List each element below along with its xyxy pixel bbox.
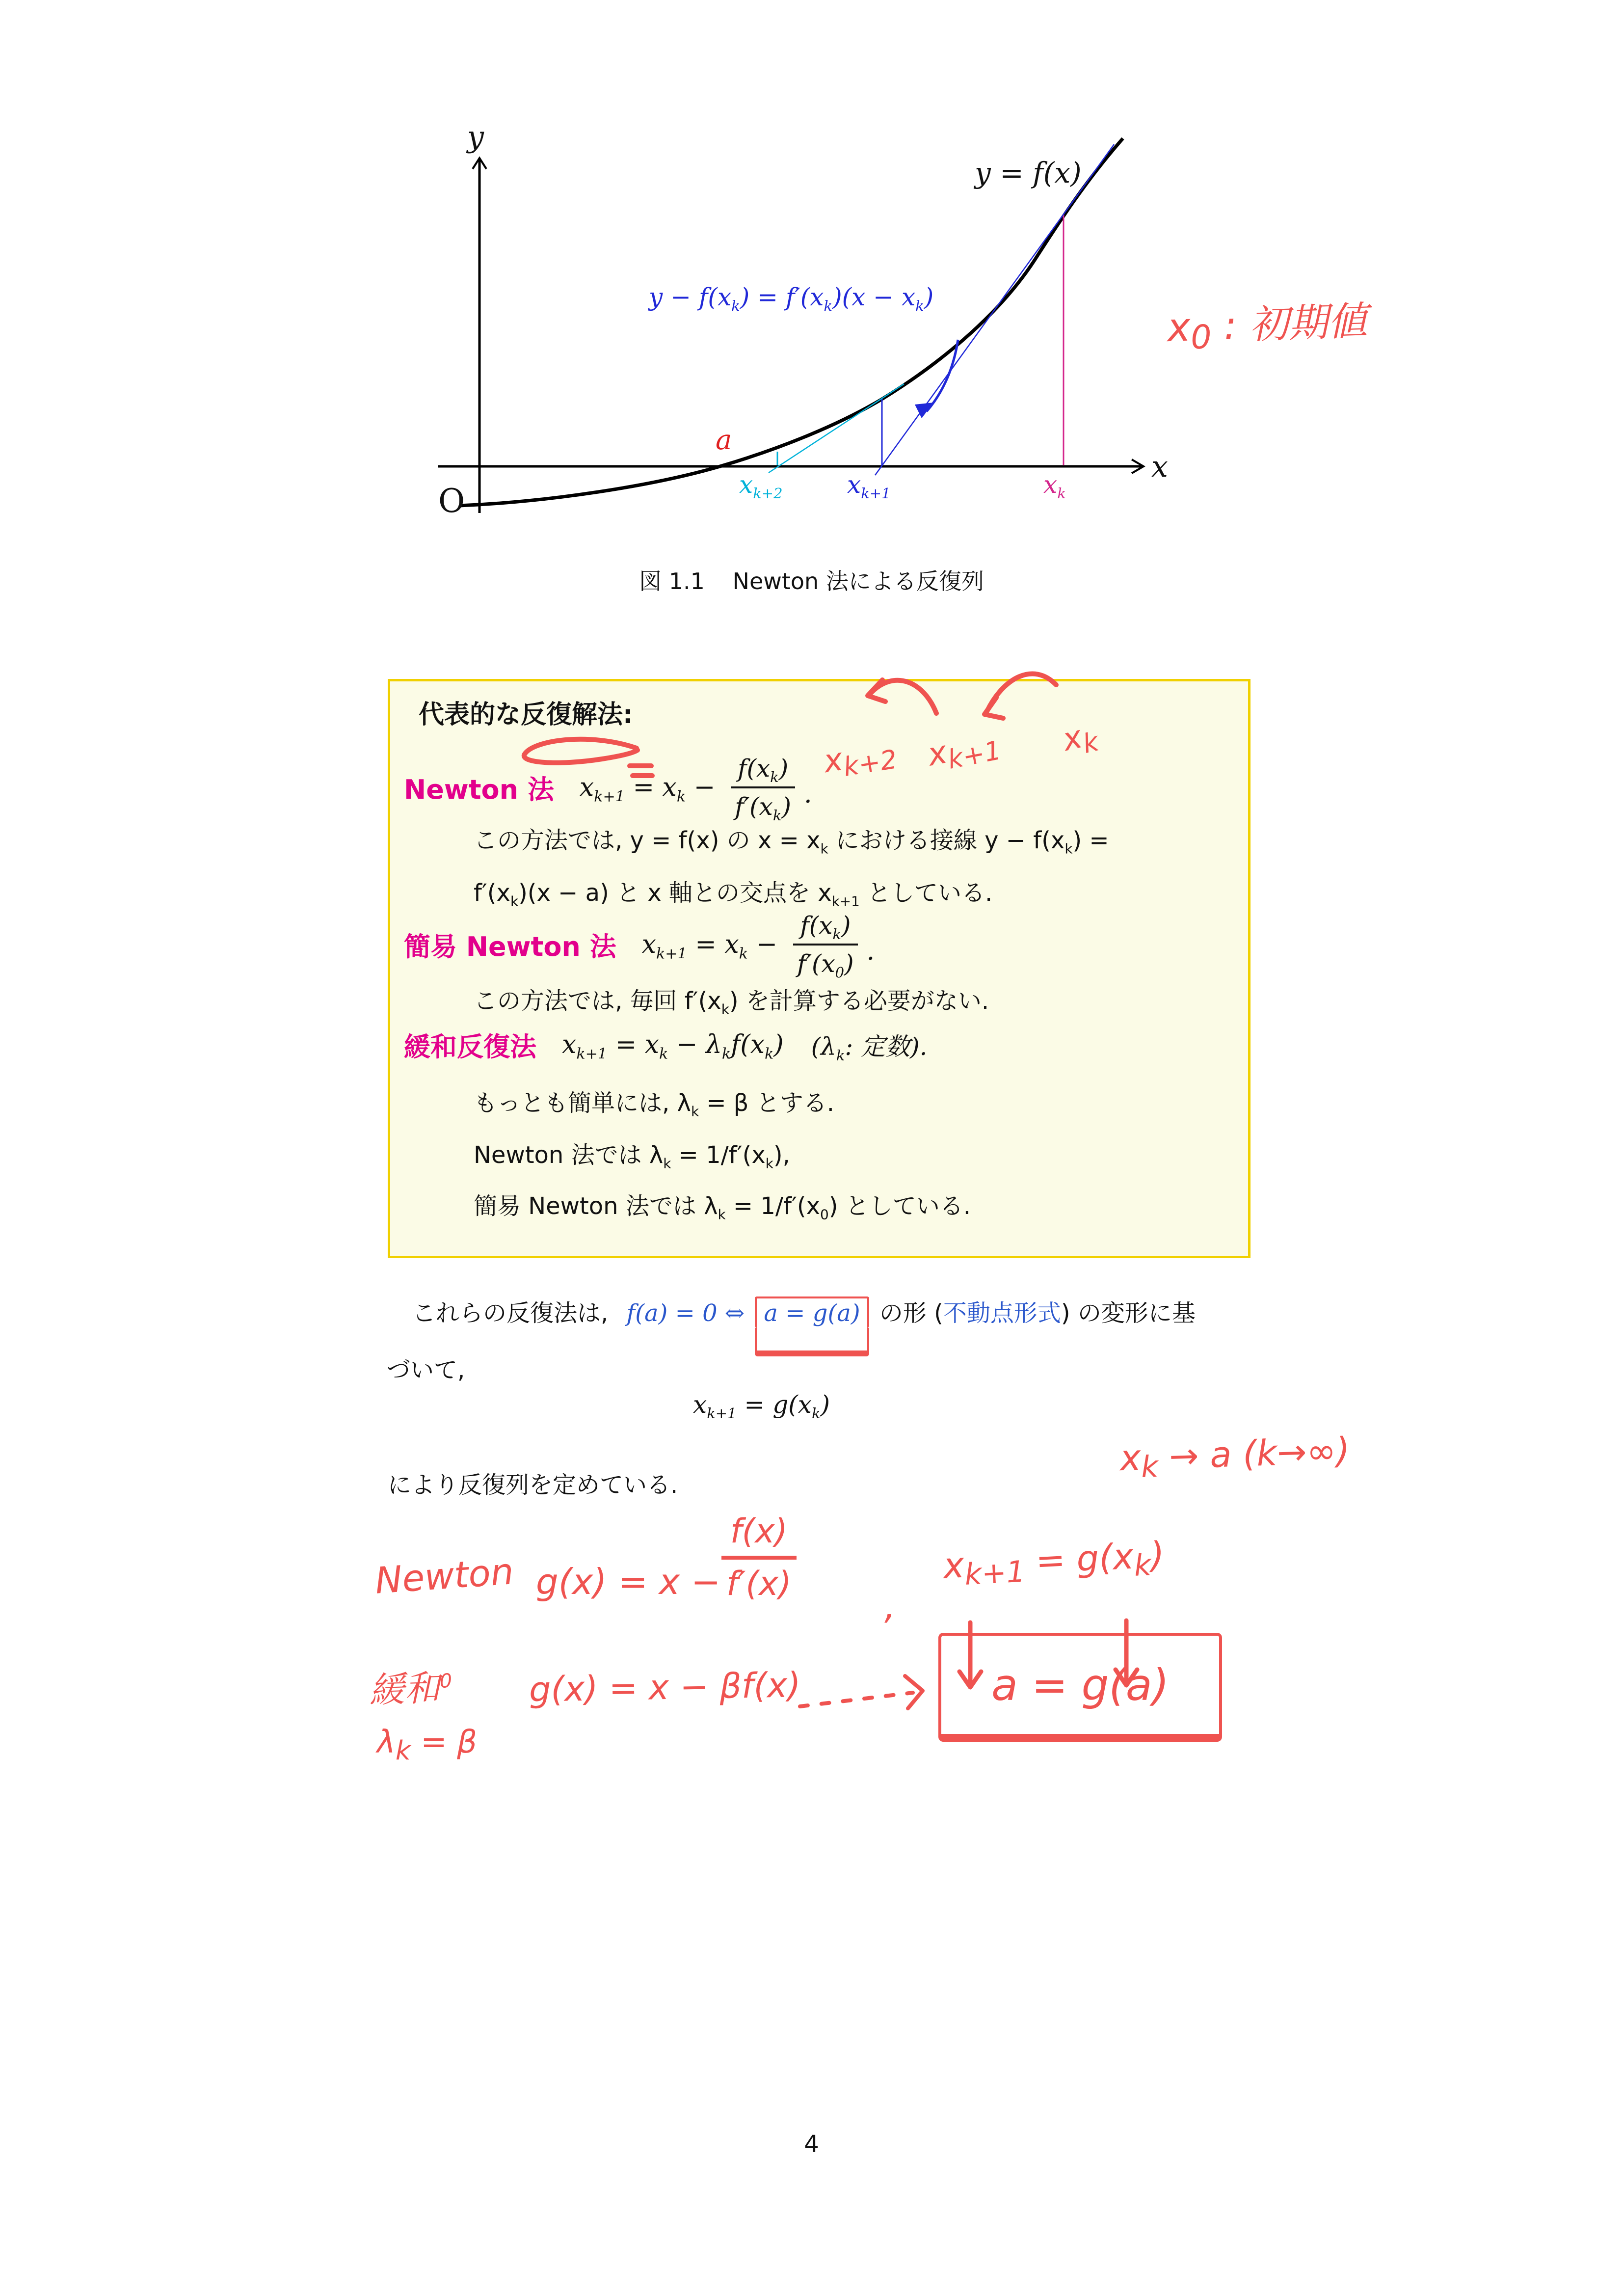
simplified-formula-fraction: [790, 911, 861, 981]
simplified-newton-label: 簡易 Newton 法: [404, 931, 616, 962]
handwritten-newton-denominator: f′(x): [726, 1565, 792, 1603]
handwritten-dashed-arrow-icon: [791, 1667, 958, 1726]
newton-formula-numerator: $f(x_k)$: [731, 754, 795, 788]
iterative-methods-box: [388, 679, 1251, 1258]
handwritten-newton-numerator: f(x): [721, 1512, 797, 1560]
handwritten-curved-arrows-icon: [766, 646, 1109, 729]
paragraph-math-blue: f(a) = 0 ⇔: [626, 1299, 745, 1327]
paragraph-mid2: ) の変形に基: [1061, 1299, 1196, 1327]
figure-tangent-equation: $y - f(x_k) = f'(x_k)(x - x_k)$: [649, 283, 934, 314]
paragraph-mid1: の形 (: [879, 1299, 943, 1327]
newton-formula-lead: $x_{k+1} = x_k$ −: [579, 773, 716, 806]
figure-y-label: y: [467, 120, 484, 154]
newton-method-row: [404, 743, 812, 832]
simplified-formula-lead: $x_{k+1} = x_k$ −: [641, 930, 778, 963]
handwritten-xk1: $x_{k+1}$: [925, 734, 1004, 775]
handwritten-newton-sequence: $x_{k+1} = g(x_k)$: [942, 1534, 1166, 1592]
handwritten-comma: ,: [884, 1586, 896, 1627]
figure-caption-text: Newton 法による反復列: [732, 568, 984, 594]
figure-xk-label: $x_k$: [1043, 470, 1066, 502]
simplified-desc: この方法では, 毎回 $f'(x_k)$ を計算する必要がない.: [474, 987, 989, 1018]
figure-caption: [0, 564, 1623, 596]
function-curve: [459, 138, 1123, 506]
handwritten-fixed-point-box: [938, 1633, 1222, 1742]
paragraph-cont: づいて,: [387, 1356, 465, 1384]
newton-formula-period: .: [803, 780, 812, 809]
handwritten-relax-mark: 0: [439, 1670, 452, 1693]
newton-desc-line2: $f'(x_k)(x - a)$ と x 軸との交点を $x_{k+1}$ としている.: [474, 879, 993, 910]
handwritten-relax-text: 緩和: [368, 1667, 441, 1711]
simplified-newton-row: [404, 900, 875, 989]
newton-formula-denominator: $f'(x_k)$: [735, 792, 791, 824]
relaxation-label: 緩和反復法: [404, 1031, 536, 1062]
simplified-formula-numerator: $f(x_k)$: [793, 911, 857, 945]
paragraph-intro: これらの反復法は,: [412, 1299, 609, 1327]
relaxation-desc-line3: 簡易 Newton 法では $\lambda_k = 1/f'(x_0)$ としている.: [474, 1192, 971, 1223]
handwritten-newton-fraction: [718, 1512, 800, 1603]
page-number: 4: [804, 2131, 819, 2158]
paragraph-boxed-math: a = g(a): [764, 1299, 860, 1327]
handwritten-xk: $x_k$: [1059, 719, 1102, 759]
simplified-formula-denominator: $f'(x_0)$: [797, 949, 854, 981]
newton-method-label: Newton 法: [404, 774, 554, 805]
relaxation-row: [404, 1025, 928, 1064]
relaxation-desc-line1: もっとも簡単には, $\lambda_k = \beta$ とする.: [474, 1089, 834, 1120]
relaxation-formula: $x_{k+1} = x_k - \lambda_kf(x_k)$: [562, 1030, 784, 1063]
simplified-formula-period: .: [866, 937, 875, 966]
newton-desc-line1: この方法では, y = f(x) の $x = x_k$ における接線 $y - f(x_k)$ =: [474, 827, 1109, 857]
handwritten-newton-label: Newton: [373, 1550, 515, 1602]
figure-xk2-label: $x_{k+2}$: [739, 470, 783, 502]
handwritten-newton-lead: g(x) = x −: [536, 1561, 721, 1602]
newton-formula-fraction: [728, 754, 798, 824]
fixed-point-red-box: [755, 1297, 869, 1328]
figure-curve-label: y = f(x): [975, 156, 1082, 189]
figure-root-label: a: [716, 424, 732, 456]
box-title: 代表的な反復解法:: [419, 700, 633, 729]
figure-x-label: x: [1151, 450, 1168, 484]
figure-caption-number: 図 1.1: [639, 568, 705, 594]
relaxation-formula-note: ($\lambda_k$: 定数).: [811, 1032, 928, 1064]
paragraph-outro: により反復列を定めている.: [388, 1471, 678, 1499]
figure-origin-label: O: [438, 482, 465, 520]
fixed-point-paragraph-line1: [412, 1294, 1196, 1328]
iteration-equation: $x_{k+1} = g(x_k)$: [693, 1390, 830, 1422]
handwritten-xk2: $x_{k+2}$: [821, 741, 900, 783]
tangent-line-cyan: [769, 384, 904, 473]
figure-xk1-label: $x_{k+1}$: [847, 470, 891, 502]
handwritten-relax-formula: g(x) = x − βf(x): [529, 1665, 801, 1710]
handwritten-convergence-note: $x_k \to a$ (k→∞): [1119, 1429, 1351, 1485]
paragraph-term-blue: 不動点形式: [943, 1299, 1061, 1327]
handwritten-initial-value-note: $x_0$ : 初期値: [1166, 297, 1368, 357]
relaxation-desc-line2: Newton 法では $\lambda_k = 1/f'(x_k)$,: [474, 1141, 790, 1172]
handwritten-fixed-point-equation: a = g(a): [991, 1659, 1170, 1710]
handwritten-relax-label: [368, 1659, 453, 1713]
handwritten-lambda-note: $\lambda_k = \beta$: [377, 1724, 477, 1766]
